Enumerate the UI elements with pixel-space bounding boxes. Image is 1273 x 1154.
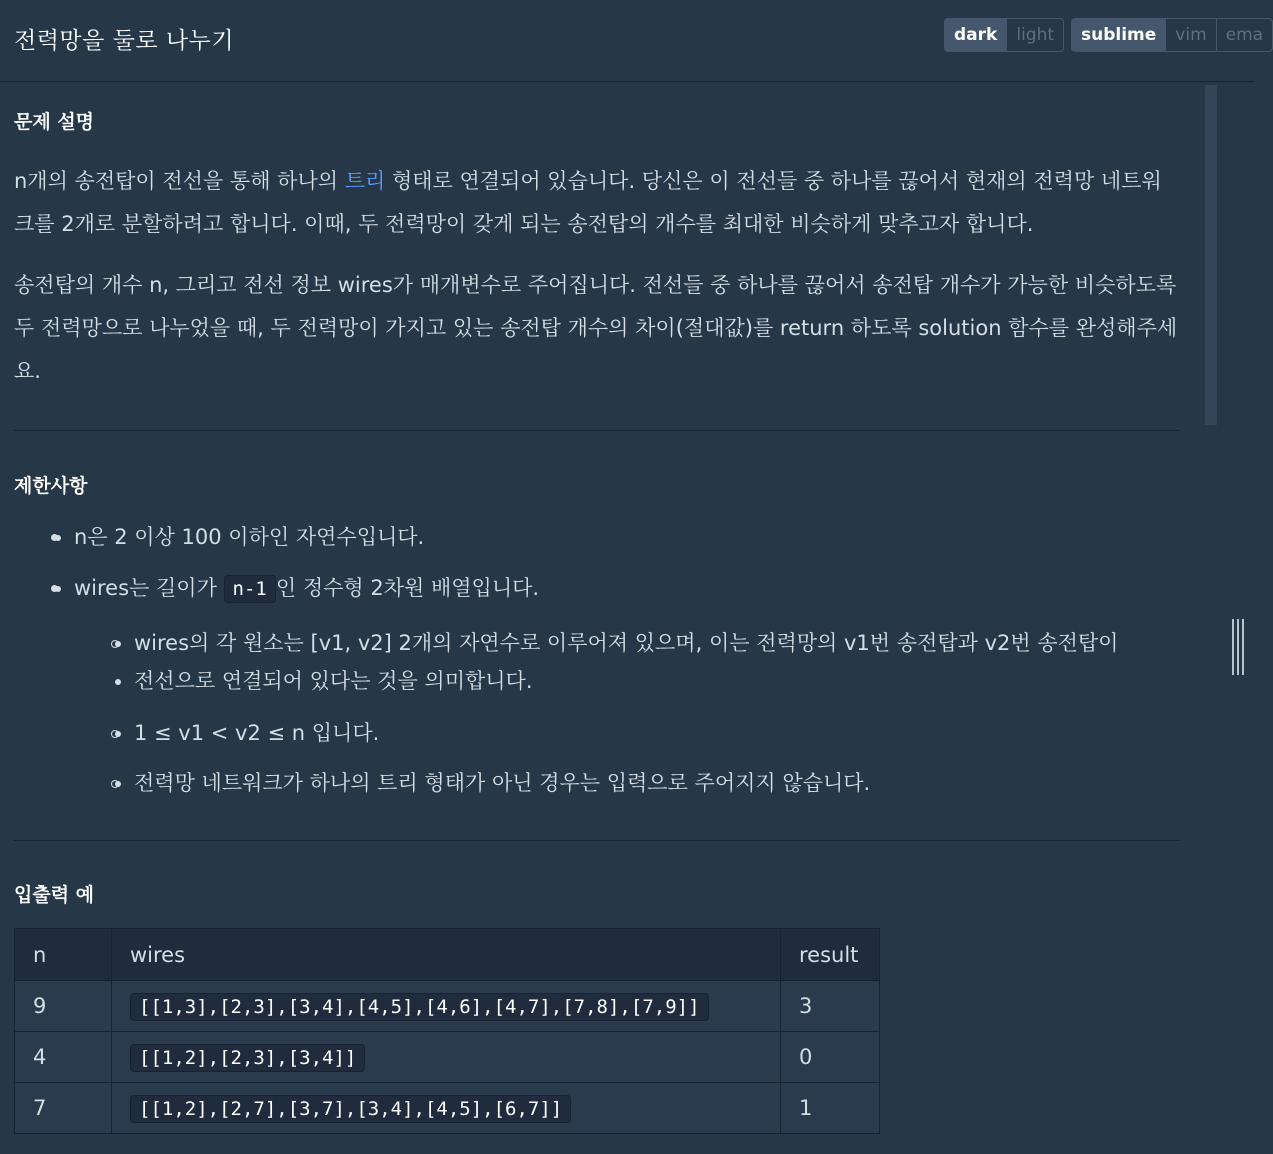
editor-sublime-button[interactable]: sublime — [1072, 19, 1165, 51]
constraint-sub-item-1-line-1: • wires의 각 원소는 [v1, v2] 2개의 자연수로 이루어져 있으며, 이는 전력망의 v1번 송전탑과 v2번 송전탑이 — [134, 625, 1118, 662]
constraint-item-2: • wires는 길이가 n-1 인 정수형 2차원 배열입니다. — [74, 570, 539, 608]
problem-content — [0, 83, 1254, 1154]
cell-n: 4 — [15, 1032, 112, 1083]
constraint-sub-item-2: • 1 ≤ v1 < v2 ≤ n 입니다. — [134, 715, 379, 752]
theme-light-button[interactable]: light — [1006, 19, 1063, 51]
inline-code: n-1 — [224, 575, 276, 603]
table-row — [15, 1083, 880, 1134]
examples-table — [14, 928, 880, 1134]
cell-result: 1 — [781, 1083, 880, 1134]
cell-wires: [[1,2],[2,3],[3,4]] — [112, 1032, 781, 1083]
page-title: 전력망을 둘로 나누기 — [14, 28, 235, 54]
cell-wires: [[1,3],[2,3],[3,4],[4,5],[4,6],[4,7],[7,8],[7,9]] — [112, 981, 781, 1032]
cell-n: 9 — [15, 981, 112, 1032]
cell-wires: [[1,2],[2,7],[3,7],[3,4],[4,5],[6,7]] — [112, 1083, 781, 1134]
resize-handle[interactable] — [1232, 619, 1246, 675]
constraint-sub-item-3: • 전력망 네트워크가 하나의 트리 형태가 아닌 경우는 입력으로 주어지지 않습니다. — [134, 765, 870, 802]
editor-mode-toggle — [1071, 18, 1273, 52]
constraint-item-1: • n은 2 이상 100 이하인 자연수입니다. — [74, 519, 424, 556]
scrollbar[interactable] — [1205, 85, 1217, 425]
column-header-n: n — [15, 929, 112, 981]
divider — [14, 840, 1180, 841]
theme-toggle — [944, 18, 1064, 52]
table-row — [15, 981, 880, 1032]
examples-heading: 입출력 예 — [14, 884, 95, 906]
divider — [14, 430, 1180, 431]
table-header-row — [15, 929, 880, 981]
column-header-wires: wires — [112, 929, 781, 981]
description-heading: 문제 설명 — [14, 111, 95, 133]
editor-emacs-button[interactable]: ema — [1216, 19, 1272, 51]
constraints-heading: 제한사항 — [14, 475, 88, 497]
constraint-sub-item-1-line-2: • 전선으로 연결되어 있다는 것을 의미합니다. — [134, 663, 533, 700]
theme-dark-button[interactable]: dark — [945, 19, 1006, 51]
tree-link[interactable]: 트리 — [344, 169, 386, 193]
description-paragraph-2: 송전탑의 개수 n, 그리고 전선 정보 wires가 매개변수로 주어집니다. 전선들 중 하나를 끊어서 송전탑 개수가 가능한 비슷하도록 두 전력망으로 나누었을 때, 두 전력망이 가지고 있는 송전탑 개수의 차이(절대값)를 return 하도록 solution 함수를 완성해주세요. — [14, 273, 1178, 383]
description-paragraph-1: n개의 송전탑이 전선을 통해 하나의 트리 형태로 연결되어 있습니다. 당신은 이 전선들 중 하나를 끊어서 현재의 전력망 네트워크를 2개로 분할하려고 합니다. 이때, 두 전력망이 갖게 되는 송전탑의 개수를 최대한 비슷하게 맞추고자 합니다. — [14, 169, 1162, 236]
editor-vim-button[interactable]: vim — [1165, 19, 1215, 51]
cell-result: 0 — [781, 1032, 880, 1083]
header-bar — [0, 0, 1264, 82]
table-row — [15, 1032, 880, 1083]
cell-result: 3 — [781, 981, 880, 1032]
cell-n: 7 — [15, 1083, 112, 1134]
column-header-result: result — [781, 929, 880, 981]
